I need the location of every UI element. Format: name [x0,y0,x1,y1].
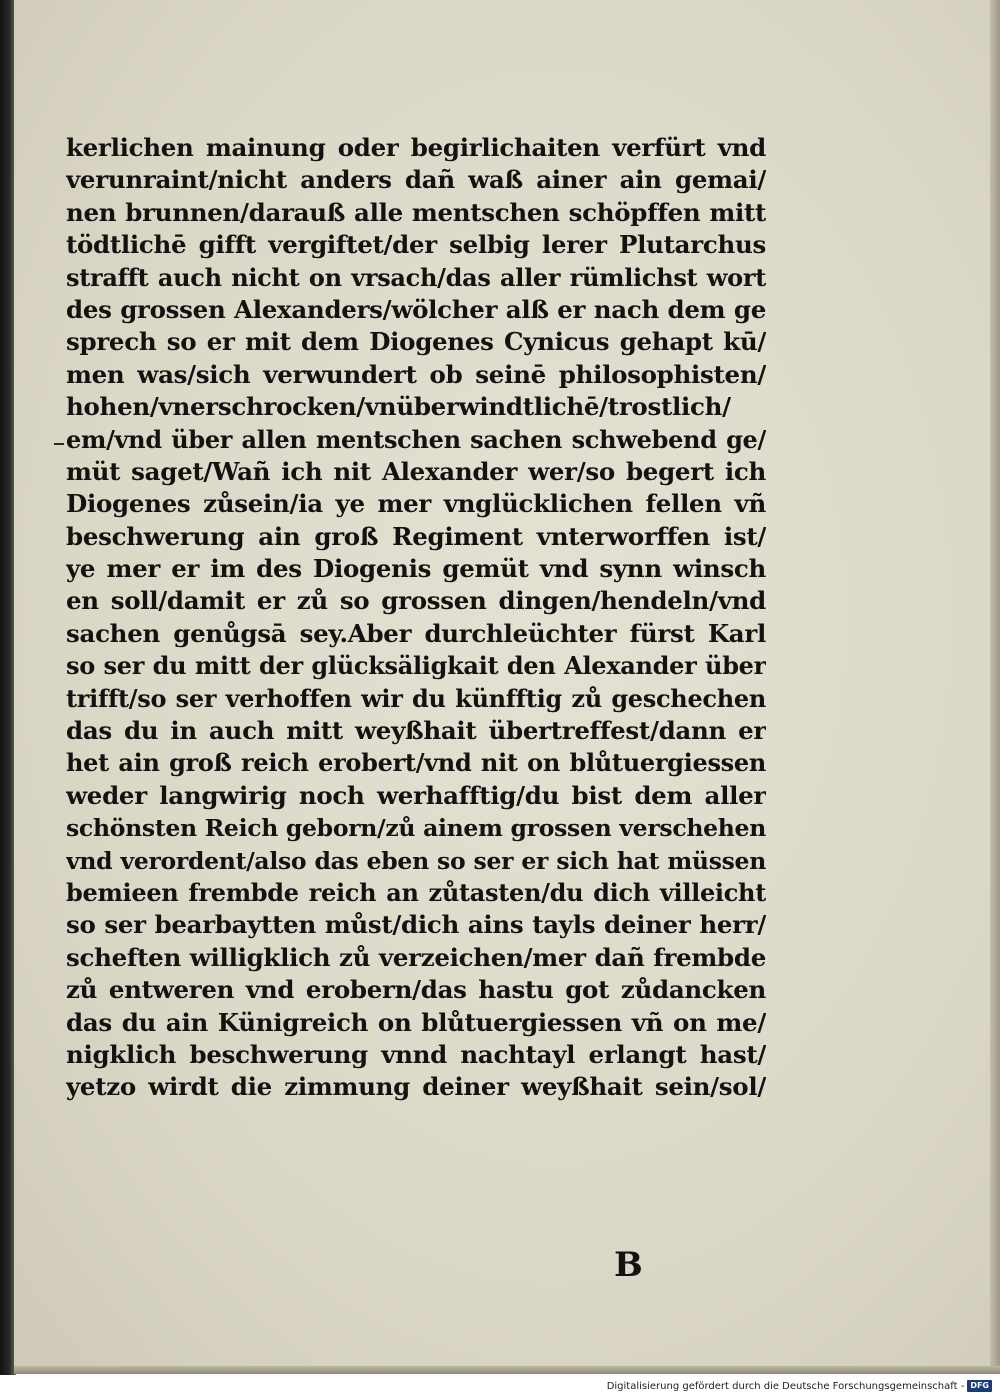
text-line: ye mer er im des Diogenis gemüt vnd synn winsch [66,554,766,584]
text-line: scheften willigklich zů verzeichen/mer dañ frembde [66,942,766,972]
text-line: des grossen Alexanders/wölcher alß er nach dem ge [66,294,766,324]
text-line: sprech so er mit dem Diogenes Cynicus gehapt kū/ [66,327,766,357]
dfg-logo-icon: DFG [967,1380,992,1392]
margin-mark [54,443,64,445]
text-line: bemieen frembde reich an zůtasten/du dich villeicht [66,877,766,907]
page-bottom-edge [14,1366,1000,1374]
text-line: das du ain Künigreich on blůtuergiessen vñ on me/ [66,1007,766,1037]
text-line: en soll/damit er zů so grossen dingen/hendeln/vnd [66,586,766,616]
text-line: nigklich beschwerung vnnd nachtayl erlangt hast/ [66,1039,766,1069]
text-line: sachen genůgsā sey.Aber durchleüchter fürst Karl [66,618,766,648]
text-line: hohen/vnerschrocken/vnüberwindtlichē/trostlich/ [66,392,731,422]
body-text [66,132,766,1104]
text-line: das du in auch mitt weyßhait übertreffest/dann er [66,716,766,746]
text-line: verunraint/nicht anders dañ waß ainer ain gemai/ [66,165,766,195]
text-line: em/vnd über allen mentschen sachen schwebend ge/ [66,424,766,454]
text-line: nen brunnen/darauß alle mentschen schöpffen mitt [66,197,766,227]
text-line: het ain groß reich erobert/vnd nit on blůtuergiessen [66,748,766,778]
text-line: zů entweren vnd erobern/das hastu got zůdancken [66,975,766,1005]
text-line: men was/sich verwundert ob seinē philosophisten/ [66,359,766,389]
page-edge [990,0,1000,1372]
text-line: kerlichen mainung oder begirlichaiten verfürt vnd [66,133,766,162]
text-line: schönsten Reich geborn/zů ainem grossen verschehen [66,814,766,843]
text-line: beschwerung ain groß Regiment vnterworffen ist/ [66,521,766,551]
text-line: yetzo wirdt die zimmung deiner weyßhait sein/sol/ [66,1072,766,1102]
signature-mark: B [614,1245,643,1285]
footer-text: Digitalisierung gefördert durch die Deutsche Forschungsgemeinschaft - [606,1380,965,1392]
text-line: trifft/so ser verhoffen wir du künfftig zů geschechen [66,683,766,713]
text-line: weder langwirig noch werhafftig/du bist dem aller [66,780,766,810]
text-line: strafft auch nicht on vrsach/das aller rümlichst wort [66,262,766,292]
text-line: vnd verordent/also das eben so ser er sich hat müssen [66,846,766,875]
text-line: so ser bearbaytten můst/dich ains tayls deiner herr/ [66,910,766,940]
text-line: müt saget/Wañ ich nit Alexander wer/so begert ich [66,456,766,486]
text-line: so ser du mitt der glücksäligkait den Alexander über [66,651,766,681]
digitization-footer [607,1380,992,1392]
text-line: Diogenes zůsein/ia ye mer vnglücklichen fellen vñ [66,489,766,519]
text-line: tödtlichē gifft vergiftet/der selbig lerer Plutarchus [66,230,766,260]
